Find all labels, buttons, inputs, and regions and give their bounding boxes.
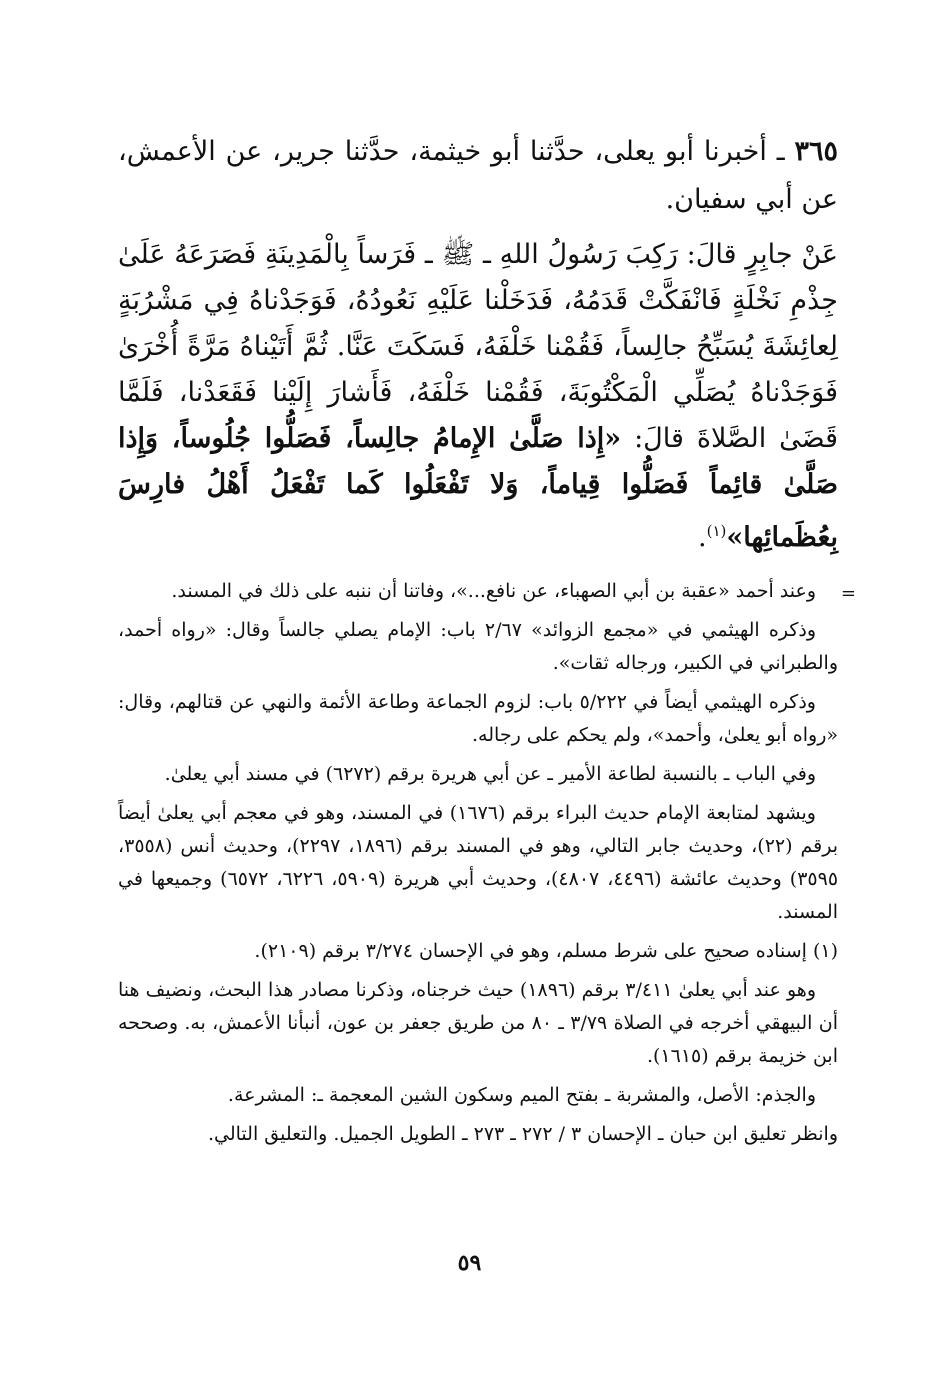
hadith-isnad [118,128,838,224]
footnote-reference: (١) [706,522,727,540]
matn-plain-text: عَنْ جابِرٍ قالَ: رَكِبَ رَسُولُ اللهِ ـ ﷺ ـ فَرَساً بِالْمَدِينَةِ فَصَرَعَهُ عَلَىٰ جِذْمِ نَخْلَةٍ فَانْفَكَّتْ قَدَمُهُ، فَدَخَلْنا عَلَيْهِ نَعُودُهُ، فَوَجَدْناهُ فِي مَشْرُبَةٍ لِعائِشَةَ يُسَبِّحُ جالِساً، فَقُمْنا خَلْفَهُ، فَسَكَتَ عَنَّا. ثُمَّ أَتَيْناهُ مَرَّةً أُخْرَىٰ فَوَجَدْناهُ يُصَلِّي الْمَكْتُوبَةَ، فَقُمْنا خَلْفَهُ، فَأَشارَ إِلَيْنا فَقَعَدْنا، فَلَمَّا قَضَىٰ الصَّلاةَ قالَ: [118,239,838,454]
note-paragraph [118,575,856,608]
hadith-number: ٣٦٥ [794,136,838,167]
matn-end: . [698,522,707,553]
note-paragraph: ويشهد لمتابعة الإمام حديث البراء برقم (١٦٧٦) في المسند، وهو في معجم أبي يعلىٰ أيضاً برقم (٢٢)، وحديث جابر التالي، وهو في المسند برقم (١٨٩٦، ٢٢٩٧)، وحديث أنس (٣٥٥٨، ٣٥٩٥) وحديث عائشة (٤٤٩٦، ٤٨٠٧)، وحديث أبي هريرة (٥٩٠٩، ٦٢٢٦، ٦٥٧٢) وجميعها في المسند. [118,802,839,923]
footnote-1: (١) إسناده صحيح على شرط مسلم، وهو في الإحسان ٣/٢٧٤ برقم (٢١٠٩). [254,940,838,962]
footnotes-section [118,575,856,1151]
note-paragraph: وفي الباب ـ بالنسبة لطاعة الأمير ـ عن أبي هريرة برقم (٦٢٧٢) في مسند أبي يعلىٰ. [164,763,816,785]
note-paragraph: وذكره الهيثمي أيضاً في ٥/٢٢٢ باب: لزوم الجماعة وطاعة الأئمة والنهي عن قتالهم، وقال: «رواه أبو يعلىٰ، وأحمد»، ولم يحكم على رجاله. [118,691,838,746]
page-number: ٥٩ [457,1250,482,1276]
note-text: وعند أحمد «عقبة بن أبي الصهباء، عن نافع...»، وفاتنا أن ننبه على ذلك في المسند. [171,580,816,602]
note-paragraph: وذكره الهيثمي في «مجمع الزوائد» ٢/٦٧ باب: الإمام يصلي جالساً وقال: «رواه أحمد، والطبراني في الكبير، ورجاله ثقات». [118,619,838,674]
page-body [118,128,856,1157]
isnad-text: ـ أخبرنا أبو يعلى، حدَّثنا أبو خيثمة، حدَّثنا جرير، عن الأعمش، عن أبي سفيان. [118,136,838,215]
footnote-paragraph: وهو عند أبي يعلىٰ ٣/٤١١ برقم (١٨٩٦) حيث خرجناه، وذكرنا مصادر هذا البحث، ونضيف هنا أن البيهقي أخرجه في الصلاة ٣/٧٩ ـ ٨٠ من طريق جعفر بن عون، أنبأنا الأعمش، به. وصححه ابن خزيمة برقم (١٦١٥). [118,979,838,1067]
footnote-paragraph: والجذم: الأصل، والمشربة ـ بفتح الميم وسكون الشين المعجمة ـ: المشرعة. [227,1084,816,1106]
continuation-mark: = [840,583,856,604]
footnote-paragraph: وانظر تعليق ابن حبان ـ الإحسان ٣ / ٢٧٢ ـ ٢٧٣ ـ الطويل الجميل. والتعليق التالي. [207,1123,838,1145]
hadith-matn [118,232,838,561]
matn-bold-text: «إِذا صَلَّىٰ الإِمامُ جالِساً، فَصَلُّوا جُلُوساً، وَإِذا صَلَّىٰ قائِماً فَصَلُّوا قِياماً، وَلا تَفْعَلُوا كَما تَفْعَلُ أَهْلُ فارِسَ بِعُظَمائِها» [118,423,838,553]
